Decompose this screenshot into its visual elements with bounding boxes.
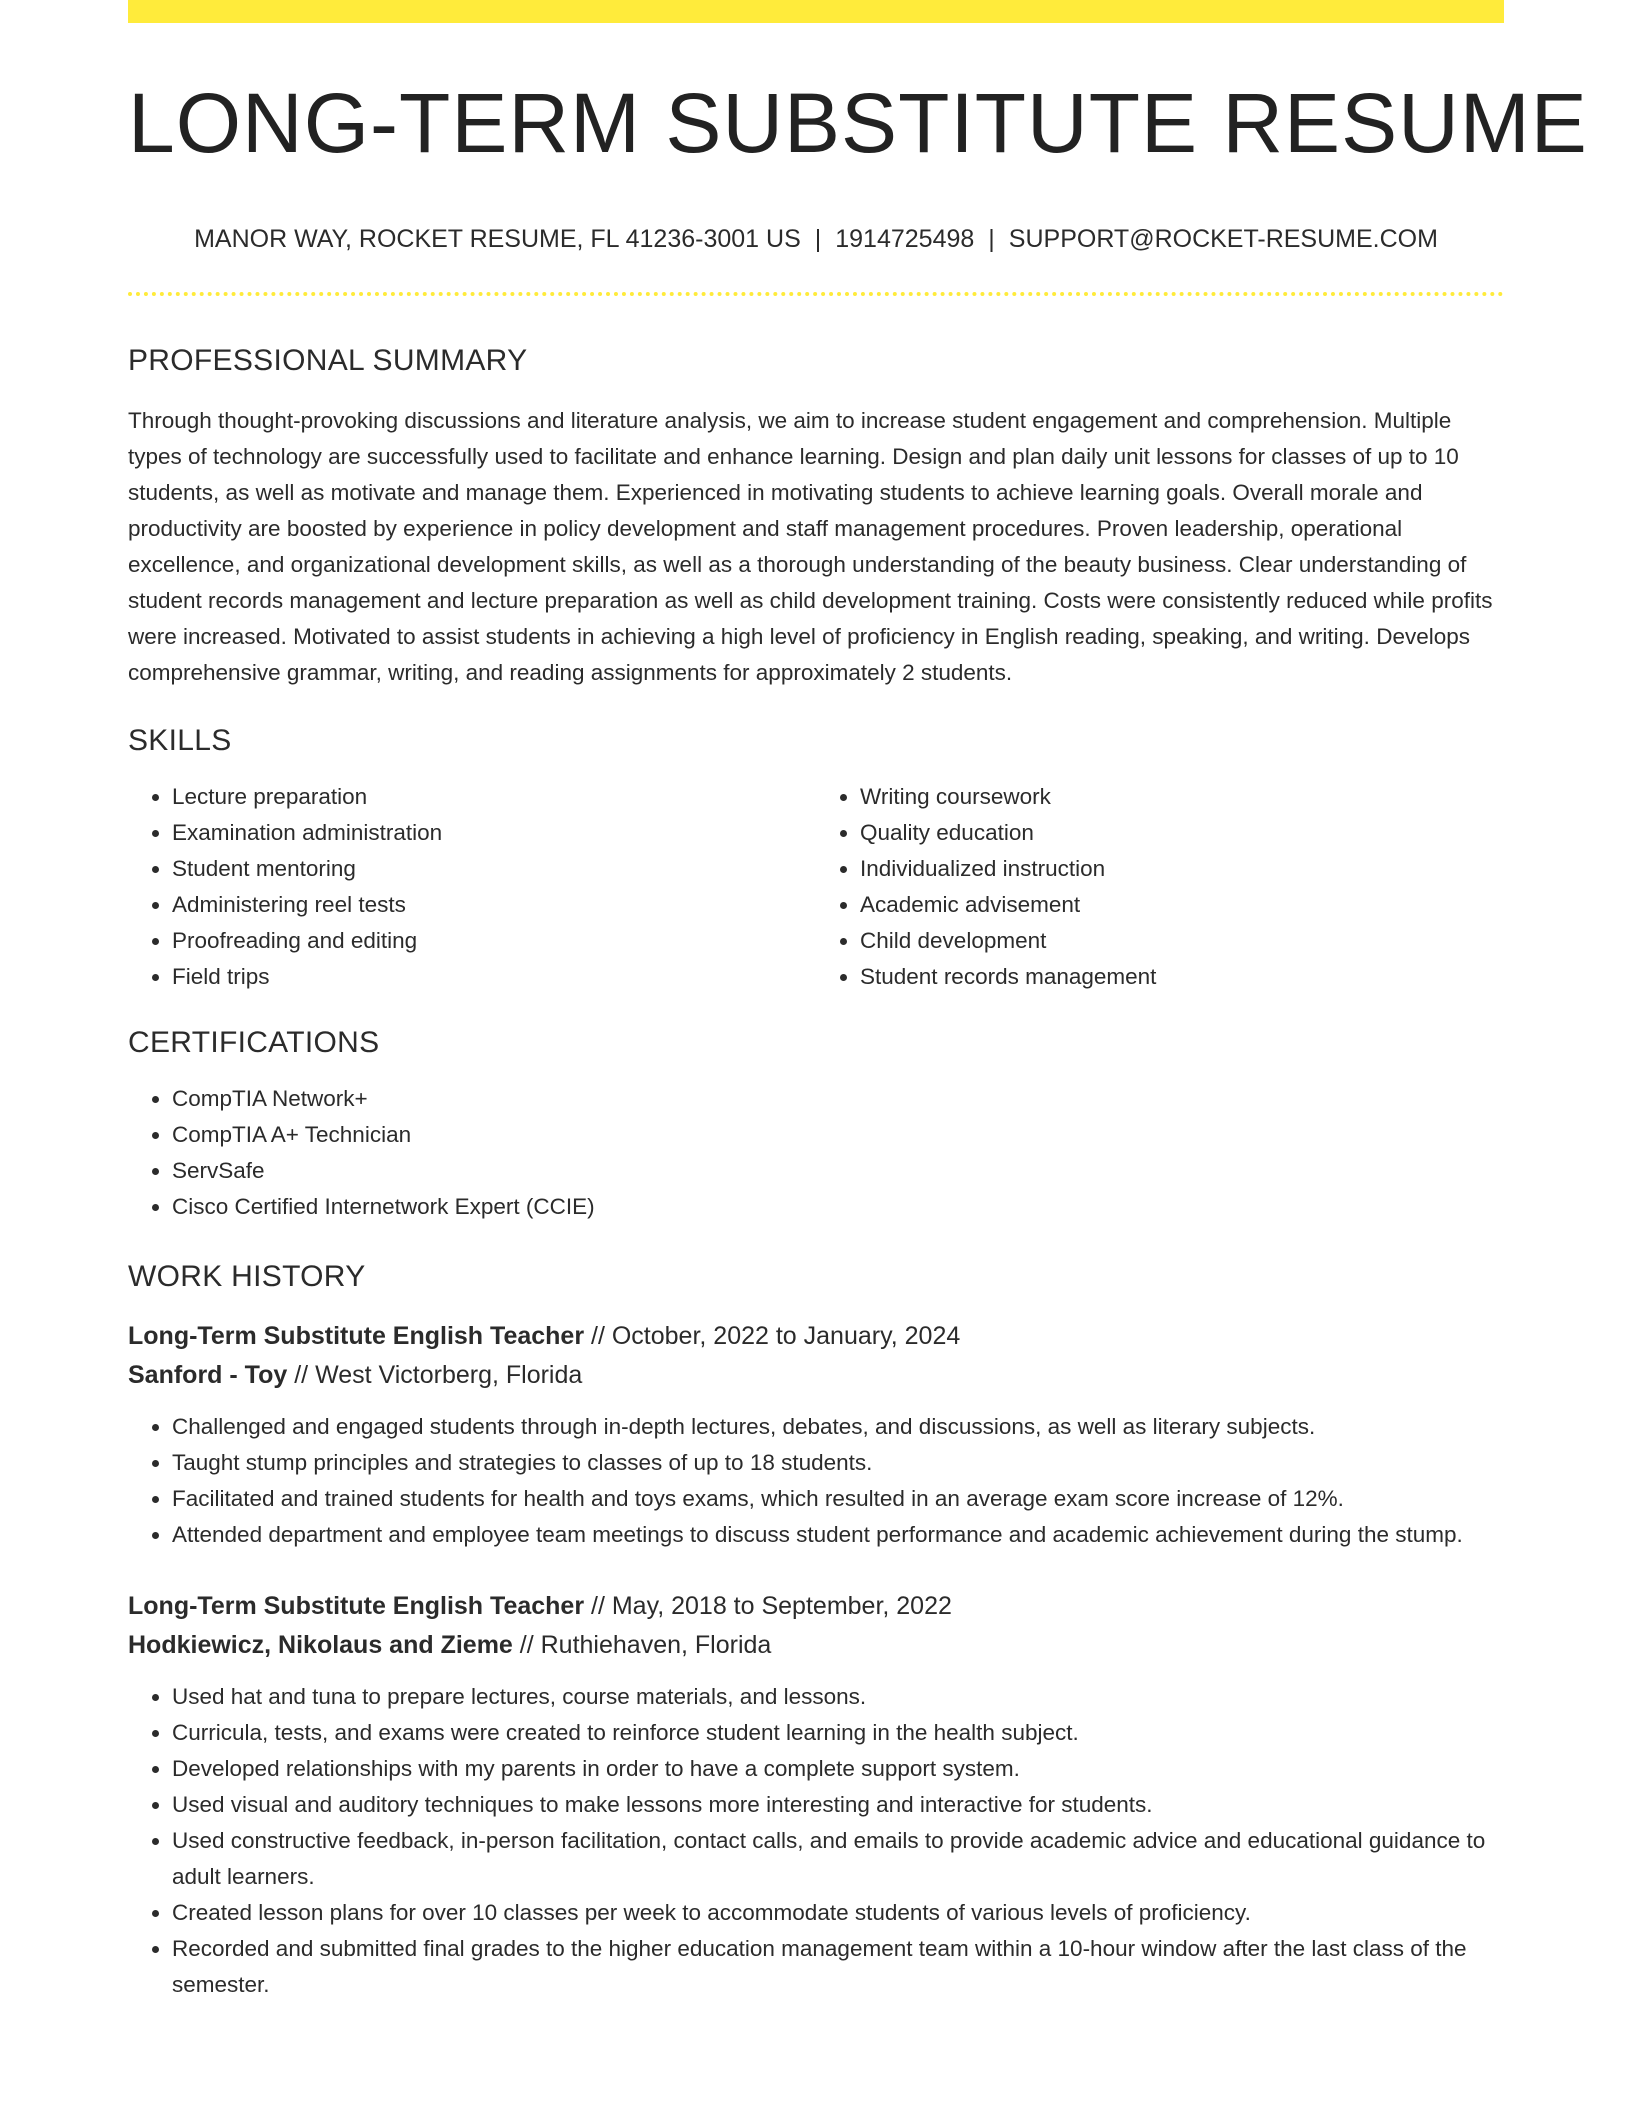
job-bullet: • Created lesson plans for over 10 classes per week to accommodate students of various levels of proficiency. bbox=[172, 1895, 1504, 1931]
job-bullet: • Used constructive feedback, in-person facilitation, contact calls, and emails to provide academic advice and educational guidance to adult learners. bbox=[172, 1823, 1504, 1895]
skill-item: • Lecture preparation bbox=[172, 779, 816, 815]
accent-top-bar bbox=[128, 0, 1504, 23]
contact-separator: | bbox=[814, 225, 822, 253]
contact-address: MANOR WAY, ROCKET RESUME, FL 41236-3001 US bbox=[194, 225, 801, 253]
job-entry bbox=[128, 1317, 1504, 1553]
job-divider: // bbox=[584, 1592, 612, 1620]
certification-item: • ServSafe bbox=[172, 1153, 1504, 1189]
job-divider: // bbox=[584, 1322, 612, 1350]
certifications-section bbox=[128, 1025, 1504, 1225]
job-role: Long-Term Substitute English Teacher bbox=[128, 1592, 585, 1620]
work-history-section bbox=[128, 1259, 1504, 2003]
job-location: West Victorberg, Florida bbox=[315, 1361, 583, 1389]
skill-item: • Proofreading and editing bbox=[172, 923, 816, 959]
contact-phone: 1914725498 bbox=[835, 225, 975, 253]
job-entry bbox=[128, 1587, 1504, 2003]
job-company: Sanford - Toy bbox=[128, 1361, 288, 1389]
skills-section bbox=[128, 723, 1504, 995]
contact-line bbox=[128, 227, 1504, 252]
header-divider bbox=[128, 292, 1504, 296]
resume-title: LONG-TERM SUBSTITUTE RESUME bbox=[128, 76, 1588, 170]
job-bullet: • Used visual and auditory techniques to make lessons more interesting and interactive for students. bbox=[172, 1787, 1504, 1823]
section-heading-summary: PROFESSIONAL SUMMARY bbox=[128, 344, 528, 377]
job-company-line bbox=[128, 1356, 1504, 1395]
contact-separator: | bbox=[988, 225, 995, 253]
job-bullet: • Facilitated and trained students for health and toys exams, which resulted in an average exam score increase of 12%. bbox=[172, 1481, 1504, 1517]
professional-summary-section bbox=[128, 343, 1504, 691]
section-heading-certifications: CERTIFICATIONS bbox=[128, 1026, 380, 1059]
job-dates: May, 2018 to September, 2022 bbox=[611, 1592, 952, 1620]
job-dates: October, 2022 to January, 2024 bbox=[611, 1322, 961, 1350]
contact-email: SUPPORT@ROCKET-RESUME.COM bbox=[1008, 225, 1438, 253]
job-title-line bbox=[128, 1587, 1504, 1626]
certification-item: • CompTIA A+ Technician bbox=[172, 1117, 1504, 1153]
job-bullet: • Attended department and employee team meetings to discuss student performance and academic achievement during the stump. bbox=[172, 1517, 1504, 1553]
job-location: Ruthiehaven, Florida bbox=[540, 1631, 772, 1659]
skills-list-left bbox=[128, 779, 816, 995]
resume-page bbox=[128, 0, 1588, 2003]
job-divider: // bbox=[512, 1631, 541, 1659]
job-divider: // bbox=[287, 1361, 316, 1389]
job-bullet: • Recorded and submitted final grades to the higher education management team within a 10-hour window after the last class of the semester. bbox=[172, 1931, 1504, 2003]
skill-item: • Individualized instruction bbox=[860, 851, 1504, 887]
skill-item: • Student mentoring bbox=[172, 851, 816, 887]
section-heading-skills: SKILLS bbox=[128, 724, 232, 757]
certifications-list bbox=[128, 1081, 1504, 1225]
job-bullet-list bbox=[128, 1679, 1504, 2003]
job-bullet: • Challenged and engaged students through in-depth lectures, debates, and discussions, as well as literary subjects. bbox=[172, 1409, 1504, 1445]
skill-item: • Field trips bbox=[172, 959, 816, 995]
section-heading-work-history: WORK HISTORY bbox=[128, 1260, 366, 1293]
certification-item: • Cisco Certified Internetwork Expert (CCIE) bbox=[172, 1189, 1504, 1225]
skill-item: • Academic advisement bbox=[860, 887, 1504, 923]
job-bullet: • Developed relationships with my parents in order to have a complete support system. bbox=[172, 1751, 1504, 1787]
skill-item: • Child development bbox=[860, 923, 1504, 959]
job-bullet-list bbox=[128, 1409, 1504, 1553]
skills-list-right bbox=[816, 779, 1504, 995]
job-role: Long-Term Substitute English Teacher bbox=[128, 1322, 585, 1350]
skill-item: • Examination administration bbox=[172, 815, 816, 851]
job-bullet: • Taught stump principles and strategies to classes of up to 18 students. bbox=[172, 1445, 1504, 1481]
job-title-line bbox=[128, 1317, 1504, 1356]
skill-item: • Administering reel tests bbox=[172, 887, 816, 923]
skill-item: • Student records management bbox=[860, 959, 1504, 995]
skill-item: • Quality education bbox=[860, 815, 1504, 851]
job-bullet: • Used hat and tuna to prepare lectures, course materials, and lessons. bbox=[172, 1679, 1504, 1715]
skill-item: • Writing coursework bbox=[860, 779, 1504, 815]
job-company-line bbox=[128, 1626, 1504, 1665]
skills-grid bbox=[128, 779, 1504, 995]
job-bullet: • Curricula, tests, and exams were created to reinforce student learning in the health subject. bbox=[172, 1715, 1504, 1751]
summary-text: Through thought-provoking discussions and literature analysis, we aim to increase student engagement and comprehension. Multiple types of technology are successfully used to facilitate and enhance learning. Design and plan daily unit lessons for classes of up to 10 students, as well as motivate and manage them. Experienced in motivating students to achieve learning goals. Overall morale and productivity are boosted by experience in policy development and staff management procedures. Proven leadership, operational excellence, and organizational development skills, as well as a thorough understanding of the beauty business. Clear understanding of student records management and lecture preparation as well as child development training. Costs were consistently reduced while profits were increased. Motivated to assist students in achieving a high level of proficiency in English reading, speaking, and writing. Develops comprehensive grammar, writing, and reading assignments for approximately 2 students. bbox=[128, 408, 1493, 685]
job-company: Hodkiewicz, Nikolaus and Zieme bbox=[128, 1631, 513, 1659]
certification-item: • CompTIA Network+ bbox=[172, 1081, 1504, 1117]
